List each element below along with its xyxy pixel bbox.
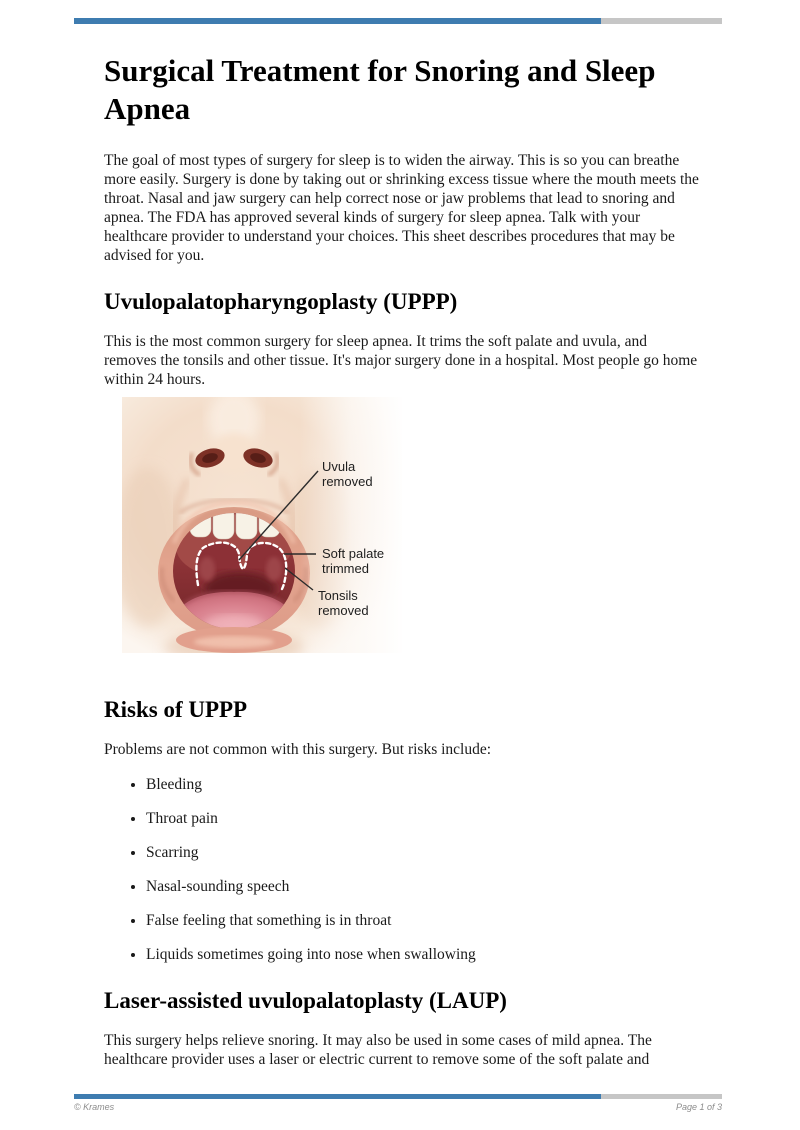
section-heading-laup: Laser-assisted uvulopalatoplasty (LAUP) (104, 988, 507, 1013)
footer-bar-gray-segment (601, 1094, 722, 1099)
header-bar-blue-segment (74, 18, 601, 24)
risks-intro-paragraph: Problems are not common with this surgery. But risks include: (104, 741, 492, 758)
soft-palate-label-line2: trimmed (322, 561, 369, 576)
laup-paragraph: This surgery helps relieve snoring. It may also be used in some cases of mild apnea. The healthcare provider uses a laser or electric current to remove some of the soft palate and (104, 1032, 652, 1068)
footer-accent-bar (74, 1094, 722, 1099)
footer-copyright: © Krames (74, 1102, 115, 1112)
tonsil-right (266, 557, 282, 581)
uvula-label-line2: removed (322, 474, 373, 489)
uppp-paragraph: This is the most common surgery for sleep apnea. It trims the soft palate and uvula, and removes the tonsils and other tissue. It's major surgery done in a hospital. Most people go home within 24 hours. (104, 333, 698, 388)
document-content (104, 52, 700, 1069)
risk-list-item: • Liquids sometimes going into nose when swallowing (146, 945, 700, 964)
page-footer (74, 1094, 722, 1112)
page-title: Surgical Treatment for Snoring and Sleep Apnea (104, 53, 656, 126)
header-accent-bar (74, 18, 722, 24)
risk-list (104, 775, 700, 964)
soft-palate-label-line1: Soft palate (322, 546, 385, 561)
section-heading-uppp: Uvulopalatopharyngoplasty (UPPP) (104, 289, 458, 314)
header-bar-gray-segment (601, 18, 722, 24)
uvula-label-line1: Uvula (322, 459, 356, 474)
open-mouth-diagram (122, 397, 402, 653)
section-heading-risks: Risks of UPPP (104, 697, 248, 722)
tonsil-left (199, 557, 215, 581)
intro-paragraph: The goal of most types of surgery for sleep is to widen the airway. This is so you can breathe more easily. Surgery is done by taking out or shrinking excess tissue where the mouth meets the throat. Nasal and jaw surgery can help correct nose or jaw problems that lead to snoring and apnea. The FDA has approved several kinds of surgery for sleep apnea. Talk with your healthcare provider to understand your choices. This sheet describes procedures that may be advised for you. (104, 152, 699, 264)
risk-list-item: • Nasal-sounding speech (146, 877, 700, 896)
tonsils-label-line2: removed (318, 603, 369, 618)
tonsils-label-line1: Tonsils (318, 588, 358, 603)
risk-list-item: • Bleeding (146, 775, 700, 794)
footer-bar-blue-segment (74, 1094, 601, 1099)
risk-list-item: • Throat pain (146, 809, 700, 828)
risk-list-item: • False feeling that something is in throat (146, 911, 700, 930)
footer-page-number: Page 1 of 3 (675, 1102, 722, 1112)
mouth-illustration-figure (122, 397, 700, 658)
risk-list-item: • Scarring (146, 843, 700, 862)
